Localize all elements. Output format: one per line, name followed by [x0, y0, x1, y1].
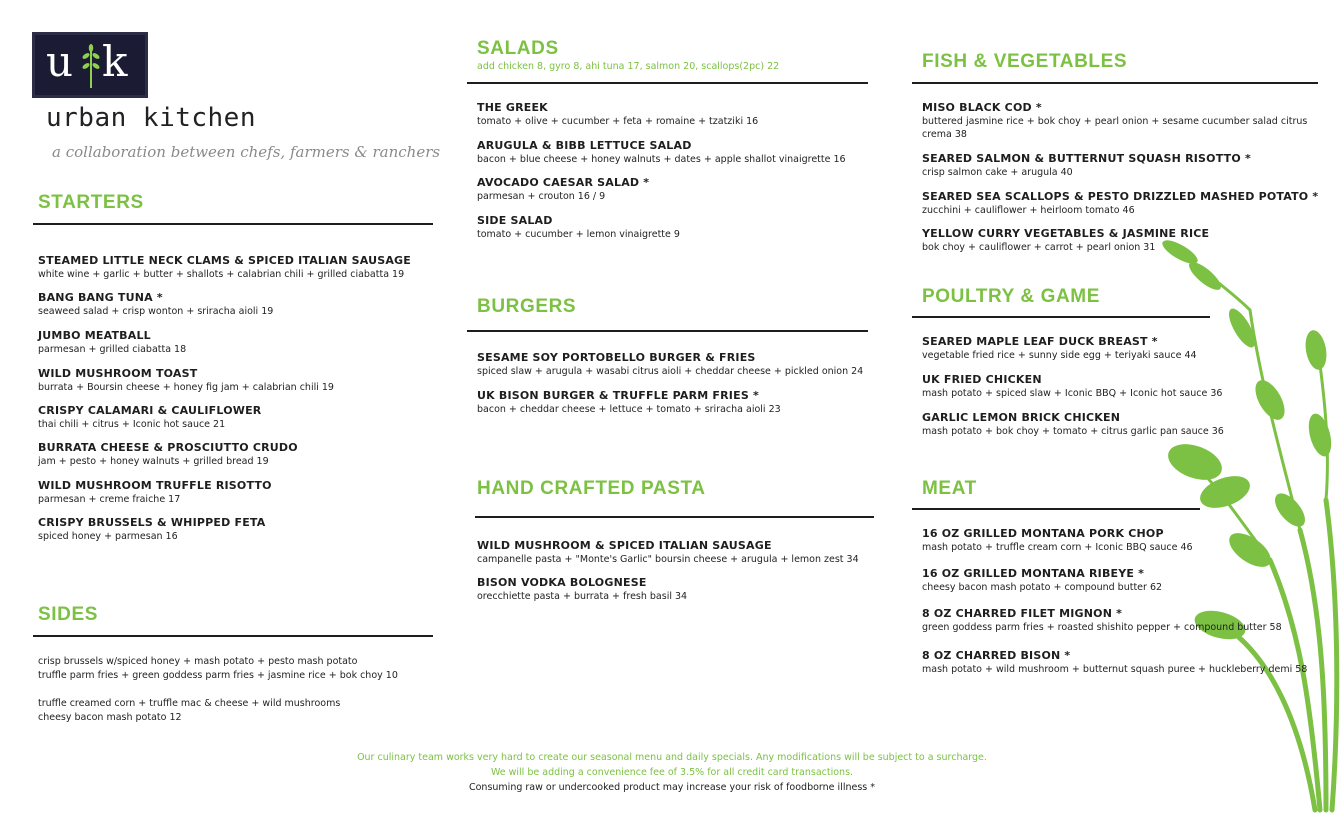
menu-item: GARLIC LEMON BRICK CHICKEN mash potato + bok choy + tomato + citrus garlic pan sauce 36	[922, 411, 1224, 437]
fish-divider	[912, 82, 1318, 84]
menu-item: 16 OZ GRILLED MONTANA PORK CHOP mash potato + truffle cream corn + Iconic BBQ sauce 46	[922, 527, 1193, 553]
menu-item: JUMBO MEATBALL parmesan + grilled ciabatta 18	[38, 329, 187, 355]
menu-item: THE GREEK tomato + olive + cucumber + feta + romaine + tzatziki 16	[477, 101, 759, 127]
herb-sprig-icon	[80, 42, 102, 90]
menu-item: SIDE SALAD tomato + cucumber + lemon vinaigrette 9	[477, 214, 680, 240]
menu-item: 8 OZ CHARRED BISON * mash potato + wild mushroom + butternut squash puree + huckleberry demi 58	[922, 649, 1308, 675]
sides-line: crisp brussels w/spiced honey + mash potato + pesto mash potato	[38, 656, 358, 667]
footer-fee-note: We will be adding a convenience fee of 3.5% for all credit card transactions.	[490, 767, 854, 778]
footer-surcharge-note: Our culinary team works very hard to create our seasonal menu and daily specials. Any modifications will be subject to a surcharge.	[357, 752, 987, 763]
menu-item: STEAMED LITTLE NECK CLAMS & SPICED ITALIAN SAUSAGE white wine + garlic + butter + shallots + calabrian chili + grilled ciabatta 19	[38, 254, 411, 280]
starters-divider	[33, 223, 433, 225]
menu-item: SEARED SEA SCALLOPS & PESTO DRIZZLED MASHED POTATO * zucchini + cauliflower + heirloom tomato 46	[922, 190, 1319, 216]
menu-item: SESAME SOY PORTOBELLO BURGER & FRIES spiced slaw + arugula + wasabi citrus aioli + cheddar cheese + pickled onion 24	[477, 351, 864, 377]
menu-item: BANG BANG TUNA * seaweed salad + crisp wonton + sriracha aioli 19	[38, 291, 274, 317]
meat-divider	[912, 508, 1200, 510]
menu-item: AVOCADO CAESAR SALAD * parmesan + crouton 16 / 9	[477, 176, 650, 202]
brand-tagline: a collaboration between chefs, farmers & ranchers	[52, 143, 441, 161]
pasta-divider	[475, 516, 874, 518]
menu-item: WILD MUSHROOM TRUFFLE RISOTTO parmesan + creme fraiche 17	[38, 479, 272, 505]
starters-title: STARTERS	[38, 192, 144, 213]
menu-item: MISO BLACK COD * buttered jasmine rice + bok choy + pearl onion + sesame cucumber salad citrus crema 38	[922, 101, 1308, 140]
menu-item: CRISPY CALAMARI & CAULIFLOWER thai chili + citrus + Iconic hot sauce 21	[38, 404, 262, 430]
burgers-title: BURGERS	[477, 296, 577, 317]
brand-name: urban kitchen	[46, 103, 256, 133]
menu-item: SEARED MAPLE LEAF DUCK BREAST * vegetable fried rice + sunny side egg + teriyaki sauce 44	[922, 335, 1197, 361]
logo-letter-k: k	[102, 37, 128, 86]
menu-item: UK FRIED CHICKEN mash potato + spiced slaw + Iconic BBQ + Iconic hot sauce 36	[922, 373, 1223, 399]
sides-line: truffle parm fries + green goddess parm fries + jasmine rice + bok choy 10	[38, 670, 398, 681]
poultry-divider	[912, 316, 1210, 318]
menu-item: WILD MUSHROOM & SPICED ITALIAN SAUSAGE campanelle pasta + "Monte's Garlic" boursin cheese + arugula + lemon zest 34	[477, 539, 859, 565]
sides-line: cheesy bacon mash potato 12	[38, 712, 182, 723]
logo	[32, 32, 148, 98]
burgers-divider	[467, 330, 868, 332]
menu-item: CRISPY BRUSSELS & WHIPPED FETA spiced honey + parmesan 16	[38, 516, 266, 542]
menu-item: YELLOW CURRY VEGETABLES & JASMINE RICE bok choy + cauliflower + carrot + pearl onion 31	[922, 227, 1210, 253]
salads-divider	[467, 82, 868, 84]
salads-addons: add chicken 8, gyro 8, ahi tuna 17, salmon 20, scallops(2pc) 22	[477, 61, 780, 72]
menu-item: UK BISON BURGER & TRUFFLE PARM FRIES * bacon + cheddar cheese + lettuce + tomato + sriracha aioli 23	[477, 389, 781, 415]
menu-item: ARUGULA & BIBB LETTUCE SALAD bacon + blue cheese + honey walnuts + dates + apple shallot vinaigrette 16	[477, 139, 846, 165]
footer-raw-warning: Consuming raw or undercooked product may increase your risk of foodborne illness *	[468, 782, 875, 793]
menu-item: WILD MUSHROOM TOAST burrata + Boursin cheese + honey fig jam + calabrian chili 19	[38, 367, 334, 393]
sides-divider	[33, 635, 433, 637]
sides-line: truffle creamed corn + truffle mac & cheese + wild mushrooms	[38, 698, 341, 709]
menu-item: 8 OZ CHARRED FILET MIGNON * green goddess parm fries + roasted shishito pepper + compound butter 58	[922, 607, 1282, 633]
poultry-title: POULTRY & GAME	[922, 286, 1100, 307]
fish-title: FISH & VEGETABLES	[922, 51, 1128, 72]
pasta-title: HAND CRAFTED PASTA	[477, 478, 706, 499]
menu-item: SEARED SALMON & BUTTERNUT SQUASH RISOTTO * crisp salmon cake + arugula 40	[922, 152, 1251, 178]
menu-item: BISON VODKA BOLOGNESE orecchiette pasta + burrata + fresh basil 34	[477, 576, 688, 602]
meat-title: MEAT	[922, 478, 977, 499]
sides-title: SIDES	[38, 604, 99, 625]
menu-item: 16 OZ GRILLED MONTANA RIBEYE * cheesy bacon mash potato + compound butter 62	[922, 567, 1163, 593]
salads-title: SALADS	[477, 38, 559, 59]
menu-item: BURRATA CHEESE & PROSCIUTTO CRUDO jam + pesto + honey walnuts + grilled bread 19	[38, 441, 298, 467]
logo-letter-u: u	[46, 37, 74, 86]
